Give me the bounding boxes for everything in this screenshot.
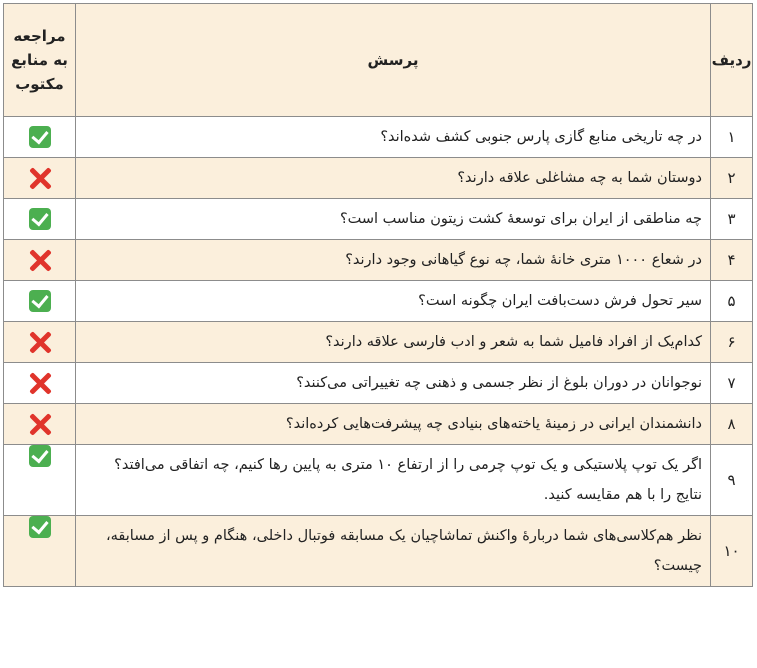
cross-mark-icon bbox=[28, 166, 52, 190]
row-number: ۳ bbox=[711, 199, 753, 240]
header-row-number: ردیف bbox=[711, 4, 753, 117]
question-cell: دوستان شما به چه مشاغلی علاقه دارند؟ bbox=[76, 158, 711, 199]
question-cell: کدام‌یک از افراد فامیل شما به شعر و ادب فارسی علاقه دارند؟ bbox=[76, 322, 711, 363]
row-number: ۹ bbox=[711, 445, 753, 516]
row-number: ۲ bbox=[711, 158, 753, 199]
cross-mark-icon bbox=[28, 371, 52, 395]
reference-mark-cell bbox=[4, 158, 76, 199]
row-number: ۱۰ bbox=[711, 516, 753, 587]
row-number: ۴ bbox=[711, 240, 753, 281]
question-cell: نظر هم‌کلاسی‌های شما دربارهٔ واکنش تماشاچیان یک مسابقه فوتبال داخلی، هنگام و پس از مسابقه، چیست؟ bbox=[76, 516, 711, 587]
check-mark-icon bbox=[29, 290, 51, 312]
header-reference-line-1: مراجعه bbox=[13, 27, 66, 45]
reference-mark-cell bbox=[4, 117, 76, 158]
check-mark-icon bbox=[29, 126, 51, 148]
table-row bbox=[4, 363, 753, 404]
reference-mark-cell bbox=[4, 363, 76, 404]
row-number: ۶ bbox=[711, 322, 753, 363]
header-question: پرسش bbox=[76, 4, 711, 117]
question-cell: دانشمندان ایرانی در زمینهٔ یاخته‌های بنیادی چه پیشرفت‌هایی کرده‌اند؟ bbox=[76, 404, 711, 445]
check-mark-icon bbox=[29, 208, 51, 230]
question-cell: سیر تحول فرش دست‌بافت ایران چگونه است؟ bbox=[76, 281, 711, 322]
cross-mark-icon bbox=[28, 330, 52, 354]
row-number: ۸ bbox=[711, 404, 753, 445]
table-header-row bbox=[4, 4, 753, 117]
table-body bbox=[4, 117, 753, 587]
table-row bbox=[4, 516, 753, 587]
table-row bbox=[4, 322, 753, 363]
reference-mark-cell bbox=[4, 281, 76, 322]
check-mark-icon bbox=[29, 445, 51, 467]
reference-mark-cell bbox=[4, 199, 76, 240]
reference-mark-cell bbox=[4, 322, 76, 363]
question-cell: چه مناطقی از ایران برای توسعهٔ کشت زیتون مناسب است؟ bbox=[76, 199, 711, 240]
cross-mark-icon bbox=[28, 412, 52, 436]
table-row bbox=[4, 445, 753, 516]
row-number: ۱ bbox=[711, 117, 753, 158]
question-cell: نوجوانان در دوران بلوغ از نظر جسمی و ذهنی چه تغییراتی می‌کنند؟ bbox=[76, 363, 711, 404]
header-reference-line-2: به منابع bbox=[11, 51, 68, 69]
reference-mark-cell bbox=[4, 445, 76, 516]
row-number: ۵ bbox=[711, 281, 753, 322]
question-cell: در شعاع ۱۰۰۰ متری خانهٔ شما، چه نوع گیاهانی وجود دارند؟ bbox=[76, 240, 711, 281]
table-row bbox=[4, 404, 753, 445]
table-row bbox=[4, 240, 753, 281]
table-row bbox=[4, 158, 753, 199]
question-cell: در چه تاریخی منابع گازی پارس جنوبی کشف شده‌اند؟ bbox=[76, 117, 711, 158]
header-reference-line-3: مکتوب bbox=[15, 75, 64, 93]
table-row bbox=[4, 117, 753, 158]
header-reference bbox=[4, 4, 76, 117]
question-cell: اگر یک توپ پلاستیکی و یک توپ چرمی را از ارتفاع ۱۰ متری به پایین رها کنیم، چه اتفاقی می‌افتد؟ نتایج را با هم مقایسه کنید. bbox=[76, 445, 711, 516]
table-row bbox=[4, 199, 753, 240]
reference-mark-cell bbox=[4, 404, 76, 445]
row-number: ۷ bbox=[711, 363, 753, 404]
check-mark-icon bbox=[29, 516, 51, 538]
cross-mark-icon bbox=[28, 248, 52, 272]
research-questions-table bbox=[3, 3, 753, 587]
reference-mark-cell bbox=[4, 516, 76, 587]
reference-mark-cell bbox=[4, 240, 76, 281]
table-row bbox=[4, 281, 753, 322]
